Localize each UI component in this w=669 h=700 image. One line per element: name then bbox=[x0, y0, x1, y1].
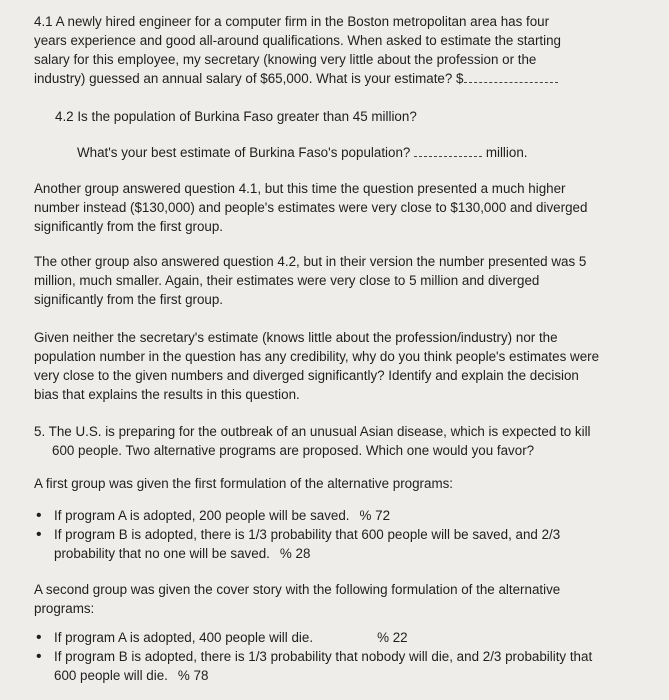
q42-estimate-line bbox=[77, 143, 528, 162]
bullet-icon: • bbox=[36, 648, 42, 665]
group1-programs-list bbox=[34, 506, 560, 563]
bullet-icon: • bbox=[36, 526, 42, 543]
group2-intro bbox=[34, 580, 560, 618]
q5-line-1: 5. The U.S. is preparing for the outbreak of an unusual Asian disease, which is expected to kill bbox=[34, 424, 591, 439]
q41-line-4-wrap bbox=[34, 69, 561, 88]
group2-b-line-2: 600 people will die. bbox=[54, 668, 168, 683]
question-5 bbox=[34, 422, 591, 460]
group2-programs-list bbox=[34, 628, 592, 685]
salary-answer-blank[interactable] bbox=[464, 70, 558, 83]
q41-line-4: industry) guessed an annual salary of $65,000. What is your estimate? $ bbox=[34, 71, 464, 86]
q5-line-2: 600 people. Two alternative programs are proposed. Which one would you favor? bbox=[52, 443, 535, 458]
q41-line-1: 4.1 A newly hired engineer for a computer firm in the Boston metropolitan area has four bbox=[34, 14, 550, 29]
group1-b-percent: % 28 bbox=[279, 546, 311, 561]
para1-line-1: Another group answered question 4.1, but this time the question presented a much higher bbox=[34, 181, 566, 196]
para3-line-4: bias that explains the results in this question. bbox=[34, 387, 300, 402]
question-4-1 bbox=[34, 12, 561, 88]
q42-prompt: What's your best estimate of Burkina Faso's population? bbox=[77, 145, 411, 160]
group1-b-line-2: probability that no one will be saved. bbox=[54, 546, 270, 561]
para1-line-3: significantly from the first group. bbox=[34, 219, 224, 234]
group1-b-line-1: If program B is adopted, there is 1/3 probability that 600 people will be saved, and 2/3 bbox=[54, 527, 561, 542]
group2-b-percent: % 78 bbox=[177, 668, 209, 683]
para1-line-2: number instead ($130,000) and people's estimates were very close to $130,000 and diverged bbox=[34, 200, 588, 215]
question-4-2: 4.2 Is the population of Burkina Faso greater than 45 million? bbox=[55, 109, 417, 124]
bullet-icon: • bbox=[36, 629, 42, 646]
para2-line-2: million, much smaller. Again, their estimates were very close to 5 million and diverged bbox=[34, 273, 540, 288]
paragraph-higher-number bbox=[34, 179, 587, 236]
q41-line-2: years experience and good all-around qualifications. When asked to estimate the starting bbox=[34, 33, 562, 48]
group2-intro-line-2: programs: bbox=[34, 601, 95, 616]
para2-line-1: The other group also answered question 4.2, but in their version the number presented was 5 bbox=[34, 254, 587, 269]
group1-a-percent: % 72 bbox=[359, 508, 391, 523]
para2-line-3: significantly from the first group. bbox=[34, 292, 224, 307]
group2-a-text: If program A is adopted, 400 people will die. bbox=[54, 630, 314, 645]
group2-b-line-1: If program B is adopted, there is 1/3 probability that nobody will die, and 2/3 probability that bbox=[54, 649, 593, 664]
para3-line-3: very close to the given numbers and diverged significantly? Identify and explain the decision bbox=[34, 368, 579, 383]
group2-program-b bbox=[34, 647, 592, 685]
group1-a-text: If program A is adopted, 200 people will be saved. bbox=[54, 508, 350, 523]
group1-program-a bbox=[34, 506, 560, 525]
group1-intro: A first group was given the first formulation of the alternative programs: bbox=[34, 476, 454, 491]
q41-line-3: salary for this employee, my secretary (knowing very little about the profession or the bbox=[34, 52, 537, 67]
population-answer-blank[interactable] bbox=[414, 144, 482, 157]
group1-program-b bbox=[34, 525, 560, 563]
bullet-icon: • bbox=[36, 507, 42, 524]
para3-line-2: population number in the question has any credibility, why do you think people's estimates were bbox=[34, 349, 600, 364]
paragraph-decision-bias bbox=[34, 328, 599, 404]
para3-line-1: Given neither the secretary's estimate (knows little about the profession/industry) nor the bbox=[34, 330, 558, 345]
paragraph-smaller-number bbox=[34, 252, 586, 309]
q42-unit: million. bbox=[485, 145, 528, 160]
group2-a-percent: % 22 bbox=[377, 630, 408, 645]
group2-program-a bbox=[34, 628, 592, 647]
group2-intro-line-1: A second group was given the cover story with the following formulation of the alternative bbox=[34, 582, 561, 597]
